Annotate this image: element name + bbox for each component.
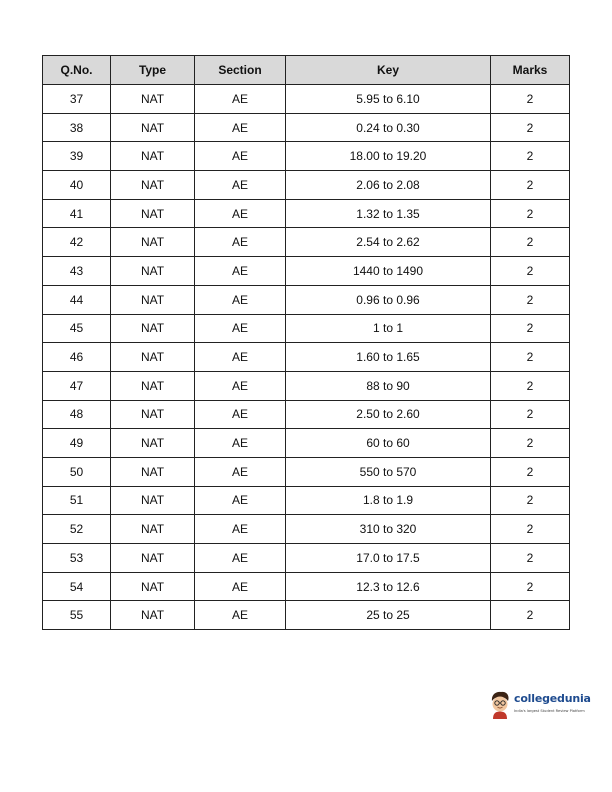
cell-key: 1.32 to 1.35 xyxy=(286,199,491,228)
cell-section: AE xyxy=(195,199,286,228)
table-row xyxy=(43,486,570,515)
table-row xyxy=(43,601,570,630)
table-row xyxy=(43,199,570,228)
cell-section: AE xyxy=(195,257,286,286)
table-row xyxy=(43,285,570,314)
cell-marks: 2 xyxy=(491,285,570,314)
header-qno: Q.No. xyxy=(43,56,111,85)
cell-key: 1440 to 1490 xyxy=(286,257,491,286)
cell-type: NAT xyxy=(111,371,195,400)
cell-key: 5.95 to 6.10 xyxy=(286,85,491,114)
cell-type: NAT xyxy=(111,515,195,544)
cell-type: NAT xyxy=(111,343,195,372)
cell-type: NAT xyxy=(111,572,195,601)
cell-key: 2.50 to 2.60 xyxy=(286,400,491,429)
cell-qno: 48 xyxy=(43,400,111,429)
cell-section: AE xyxy=(195,515,286,544)
table-row xyxy=(43,457,570,486)
answer-key-table xyxy=(42,55,570,630)
cell-type: NAT xyxy=(111,486,195,515)
table-row xyxy=(43,142,570,171)
brand-tagline: India's largest Student Review Platform xyxy=(514,709,585,713)
cell-type: NAT xyxy=(111,601,195,630)
cell-section: AE xyxy=(195,171,286,200)
cell-type: NAT xyxy=(111,142,195,171)
cell-marks: 2 xyxy=(491,257,570,286)
cell-qno: 42 xyxy=(43,228,111,257)
cell-section: AE xyxy=(195,572,286,601)
table-row xyxy=(43,257,570,286)
cell-marks: 2 xyxy=(491,199,570,228)
cell-marks: 2 xyxy=(491,228,570,257)
table-row xyxy=(43,113,570,142)
cell-marks: 2 xyxy=(491,572,570,601)
table-row xyxy=(43,314,570,343)
cell-key: 2.06 to 2.08 xyxy=(286,171,491,200)
cell-qno: 40 xyxy=(43,171,111,200)
header-row xyxy=(43,56,570,85)
header-key: Key xyxy=(286,56,491,85)
cell-marks: 2 xyxy=(491,85,570,114)
cell-type: NAT xyxy=(111,285,195,314)
cell-qno: 55 xyxy=(43,601,111,630)
cell-section: AE xyxy=(195,457,286,486)
header-marks: Marks xyxy=(491,56,570,85)
cell-section: AE xyxy=(195,486,286,515)
cell-section: AE xyxy=(195,142,286,171)
cell-section: AE xyxy=(195,228,286,257)
cell-type: NAT xyxy=(111,257,195,286)
table-row xyxy=(43,400,570,429)
cell-section: AE xyxy=(195,544,286,573)
cell-type: NAT xyxy=(111,400,195,429)
table-row xyxy=(43,228,570,257)
table-body xyxy=(43,85,570,630)
table-row xyxy=(43,572,570,601)
cell-marks: 2 xyxy=(491,429,570,458)
table-row xyxy=(43,429,570,458)
cell-marks: 2 xyxy=(491,314,570,343)
cell-section: AE xyxy=(195,601,286,630)
cell-type: NAT xyxy=(111,199,195,228)
cell-type: NAT xyxy=(111,85,195,114)
cell-qno: 46 xyxy=(43,343,111,372)
cell-marks: 2 xyxy=(491,171,570,200)
table-row xyxy=(43,371,570,400)
cell-qno: 53 xyxy=(43,544,111,573)
cell-key: 1.8 to 1.9 xyxy=(286,486,491,515)
cell-type: NAT xyxy=(111,314,195,343)
student-mascot-icon xyxy=(488,690,512,720)
cell-key: 18.00 to 19.20 xyxy=(286,142,491,171)
cell-section: AE xyxy=(195,429,286,458)
cell-key: 310 to 320 xyxy=(286,515,491,544)
cell-qno: 49 xyxy=(43,429,111,458)
cell-section: AE xyxy=(195,85,286,114)
cell-section: AE xyxy=(195,314,286,343)
cell-type: NAT xyxy=(111,544,195,573)
cell-marks: 2 xyxy=(491,343,570,372)
cell-marks: 2 xyxy=(491,142,570,171)
collegedunia-logo xyxy=(488,688,598,722)
table-header xyxy=(43,56,570,85)
header-section: Section xyxy=(195,56,286,85)
cell-qno: 52 xyxy=(43,515,111,544)
table-row xyxy=(43,544,570,573)
cell-marks: 2 xyxy=(491,457,570,486)
cell-key: 60 to 60 xyxy=(286,429,491,458)
cell-key: 12.3 to 12.6 xyxy=(286,572,491,601)
header-type: Type xyxy=(111,56,195,85)
cell-key: 17.0 to 17.5 xyxy=(286,544,491,573)
table-row xyxy=(43,343,570,372)
cell-qno: 54 xyxy=(43,572,111,601)
cell-qno: 38 xyxy=(43,113,111,142)
cell-qno: 50 xyxy=(43,457,111,486)
cell-section: AE xyxy=(195,113,286,142)
cell-type: NAT xyxy=(111,228,195,257)
cell-marks: 2 xyxy=(491,544,570,573)
cell-qno: 45 xyxy=(43,314,111,343)
cell-qno: 47 xyxy=(43,371,111,400)
cell-key: 0.24 to 0.30 xyxy=(286,113,491,142)
cell-section: AE xyxy=(195,371,286,400)
cell-key: 2.54 to 2.62 xyxy=(286,228,491,257)
cell-marks: 2 xyxy=(491,515,570,544)
cell-section: AE xyxy=(195,400,286,429)
cell-qno: 44 xyxy=(43,285,111,314)
cell-marks: 2 xyxy=(491,371,570,400)
cell-key: 25 to 25 xyxy=(286,601,491,630)
cell-key: 1 to 1 xyxy=(286,314,491,343)
cell-qno: 41 xyxy=(43,199,111,228)
cell-type: NAT xyxy=(111,113,195,142)
cell-key: 550 to 570 xyxy=(286,457,491,486)
cell-key: 88 to 90 xyxy=(286,371,491,400)
table-row xyxy=(43,85,570,114)
cell-key: 1.60 to 1.65 xyxy=(286,343,491,372)
cell-key: 0.96 to 0.96 xyxy=(286,285,491,314)
cell-marks: 2 xyxy=(491,113,570,142)
brand-name: collegedunia xyxy=(514,692,591,705)
cell-type: NAT xyxy=(111,429,195,458)
cell-type: NAT xyxy=(111,457,195,486)
cell-qno: 43 xyxy=(43,257,111,286)
cell-qno: 39 xyxy=(43,142,111,171)
cell-type: NAT xyxy=(111,171,195,200)
cell-marks: 2 xyxy=(491,601,570,630)
cell-qno: 37 xyxy=(43,85,111,114)
cell-marks: 2 xyxy=(491,400,570,429)
table-row xyxy=(43,515,570,544)
cell-section: AE xyxy=(195,343,286,372)
cell-marks: 2 xyxy=(491,486,570,515)
cell-qno: 51 xyxy=(43,486,111,515)
table-row xyxy=(43,171,570,200)
cell-section: AE xyxy=(195,285,286,314)
